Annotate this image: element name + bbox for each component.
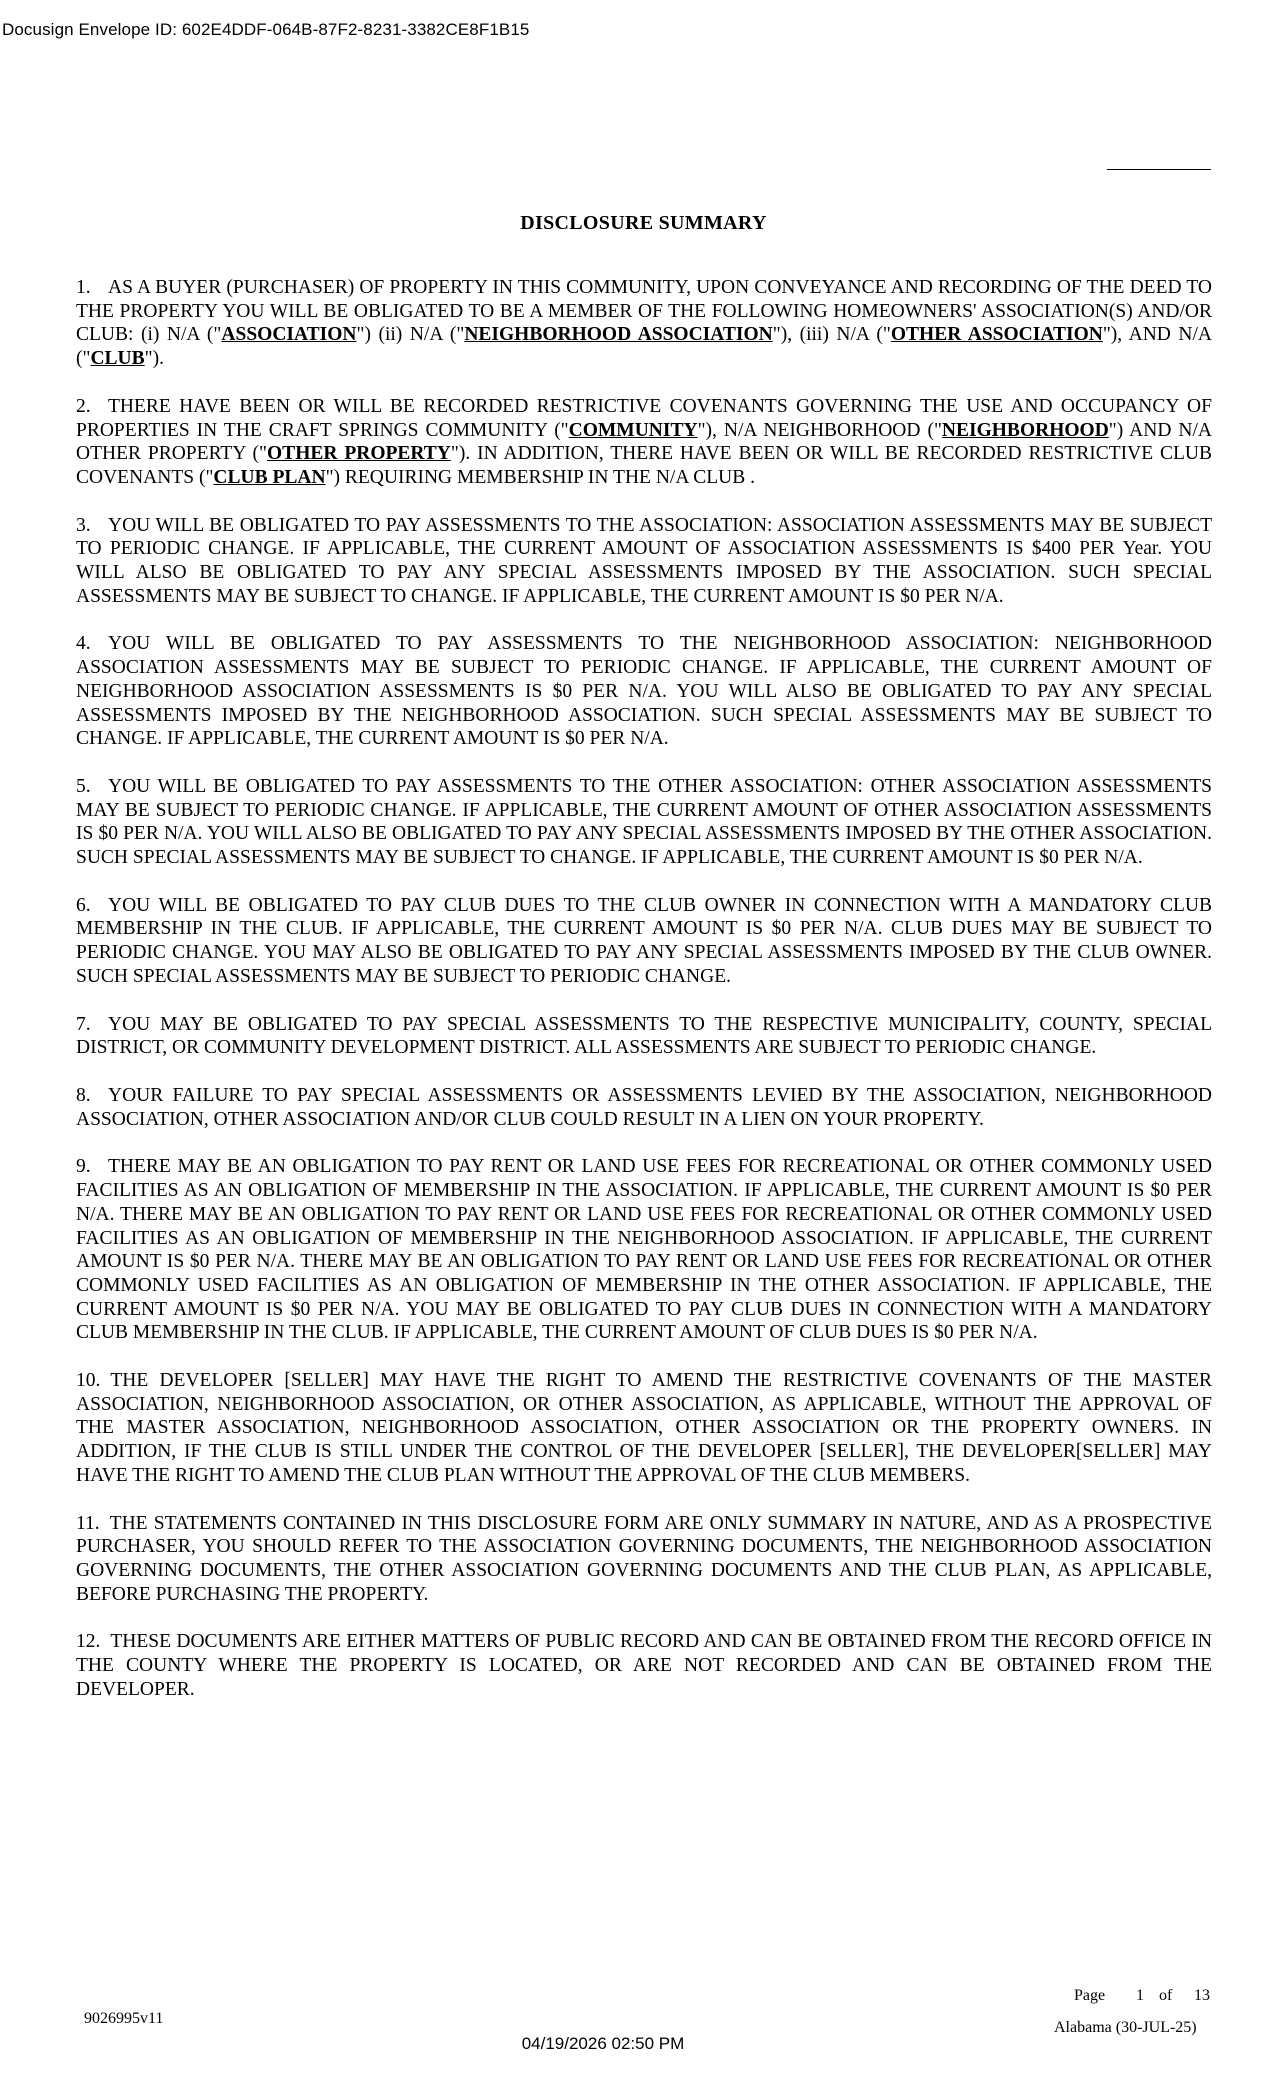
paragraph-7	[76, 1013, 1212, 1060]
paragraph-9	[76, 1155, 1212, 1345]
paragraph-number: 1.	[76, 277, 91, 298]
page-total: 13	[1194, 1987, 1210, 2004]
paragraph-text: "), (iii) N/A ("	[772, 324, 891, 346]
defined-term: NEIGHBORHOOD ASSOCIATION	[464, 324, 773, 346]
paragraph-text: YOU WILL BE OBLIGATED TO PAY CLUB DUES TO THE CLUB OWNER IN CONNECTION WITH A MANDATORY CLUB MEMBERSHIP IN THE CLUB. IF APPLICABLE, THE CURRENT AMOUNT IS $0 PER N/A. CLUB DUES MAY BE SUBJECT TO PERIODIC CHANGE. YOU MAY ALSO BE OBLIGATED TO PAY ANY SPECIAL ASSESSMENTS IMPOSED BY THE CLUB OWNER. SUCH SPECIAL ASSESSMENTS MAY BE SUBJECT TO PERIODIC CHANGE.	[76, 894, 1212, 987]
defined-term: OTHER ASSOCIATION	[890, 324, 1103, 346]
paragraph-text: THE STATEMENTS CONTAINED IN THIS DISCLOSURE FORM ARE ONLY SUMMARY IN NATURE, AND AS A PROSPECTIVE PURCHASER, YOU SHOULD REFER TO THE ASSOCIATION GOVERNING DOCUMENTS, THE NEIGHBORHOOD ASSOCIATION GOVERNING DOCUMENTS, THE OTHER ASSOCIATION GOVERNING DOCUMENTS AND THE CLUB PLAN, AS APPLICABLE, BEFORE PURCHASING THE PROPERTY.	[76, 1512, 1212, 1605]
paragraph-text: THERE HAVE BEEN OR WILL BE RECORDED RESTRICTIVE COVENANTS GOVERNING THE USE AND OCCUPANCY OF PROPERTIES IN THE CRAFT SPRINGS COMMUNITY ("	[76, 395, 1212, 441]
paragraph-4	[76, 632, 1212, 751]
paragraph-12	[76, 1630, 1212, 1701]
paragraph-text: YOU WILL BE OBLIGATED TO PAY ASSESSMENTS TO THE ASSOCIATION: ASSOCIATION ASSESSMENTS MAY BE SUBJECT TO PERIODIC CHANGE. IF APPLICABLE, THE CURRENT AMOUNT OF ASSOCIATION ASSESSMENTS IS $400 PER Year. YOU WILL ALSO BE OBLIGATED TO PAY ANY SPECIAL ASSESSMENTS IMPOSED BY THE ASSOCIATION. SUCH SPECIAL ASSESSMENTS MAY BE SUBJECT TO CHANGE. IF APPLICABLE, THE CURRENT AMOUNT IS $0 PER N/A.	[76, 514, 1212, 607]
defined-term: OTHER PROPERTY	[267, 443, 451, 465]
paragraph-text: THESE DOCUMENTS ARE EITHER MATTERS OF PUBLIC RECORD AND CAN BE OBTAINED FROM THE RECORD OFFICE IN THE COUNTY WHERE THE PROPERTY IS LOCATED, OR ARE NOT RECORDED AND CAN BE OBTAINED FROM THE DEVELOPER.	[76, 1631, 1212, 1700]
paragraph-number: 8.	[76, 1084, 91, 1106]
paragraph-text: ").	[144, 348, 164, 370]
paragraph-number: 12.	[76, 1631, 101, 1653]
paragraph-number: 10.	[76, 1370, 101, 1392]
defined-term: COMMUNITY	[568, 419, 698, 441]
timestamp: 04/19/2026 02:50 PM	[521, 2034, 685, 2053]
paragraph-5	[76, 775, 1212, 870]
form-edition: Alabama (30-JUL-25)	[1054, 2019, 1197, 2036]
paragraph-3	[76, 514, 1212, 609]
paragraph-number: 5.	[76, 775, 91, 797]
paragraph-number: 7.	[76, 1013, 91, 1035]
paragraph-text: AS A BUYER (PURCHASER) OF PROPERTY IN THIS COMMUNITY, UPON CONVEYANCE AND RECORDING OF THE DEED TO THE PROPERTY YOU WILL BE OBLIGATED TO BE A MEMBER OF THE FOLLOWING HOMEOWNERS' ASSOCIATION(S) AND/OR CLUB: (i) N/A ("	[76, 277, 1212, 346]
paragraph-text: "). IN ADDITION, THERE HAVE BEEN OR WILL BE RECORDED RESTRICTIVE CLUB COVENANTS ("	[76, 443, 1212, 488]
paragraph-text: THE DEVELOPER [SELLER] MAY HAVE THE RIGHT TO AMEND THE RESTRICTIVE COVENANTS OF THE MASTER ASSOCIATION, NEIGHBORHOOD ASSOCIATION, OR OTHER ASSOCIATION, AS APPLICABLE, WITHOUT THE APPROVAL OF THE MASTER ASSOCIATION, NEIGHBORHOOD ASSOCIATION, OTHER ASSOCIATION OR THE PROPERTY OWNERS. IN ADDITION, IF THE CLUB IS STILL UNDER THE CONTROL OF THE DEVELOPER [SELLER], THE DEVELOPER[SELLER] MAY HAVE THE RIGHT TO AMEND THE CLUB PLAN WITHOUT THE APPROVAL OF THE CLUB MEMBERS.	[76, 1370, 1212, 1486]
paragraph-text: YOU WILL BE OBLIGATED TO PAY ASSESSMENTS TO THE OTHER ASSOCIATION: OTHER ASSOCIATION ASSESSMENTS MAY BE SUBJECT TO PERIODIC CHANGE. IF APPLICABLE, THE CURRENT AMOUNT OF OTHER ASSOCIATION ASSESSMENTS IS $0 PER N/A. YOU WILL ALSO BE OBLIGATED TO PAY ANY SPECIAL ASSESSMENTS IMPOSED BY THE OTHER ASSOCIATION. SUCH SPECIAL ASSESSMENTS MAY BE SUBJECT TO CHANGE. IF APPLICABLE, THE CURRENT AMOUNT IS $0 PER N/A.	[76, 775, 1212, 869]
paragraph-text: YOU MAY BE OBLIGATED TO PAY SPECIAL ASSESSMENTS TO THE RESPECTIVE MUNICIPALITY, COUNTY, SPECIAL DISTRICT, OR COMMUNITY DEVELOPMENT DISTRICT. ALL ASSESSMENTS ARE SUBJECT TO PERIODIC CHANGE.	[76, 1013, 1212, 1059]
paragraph-8	[76, 1084, 1212, 1131]
paragraph-number: 4.	[76, 633, 91, 655]
paragraph-text: YOUR FAILURE TO PAY SPECIAL ASSESSMENTS OR ASSESSMENTS LEVIED BY THE ASSOCIATION, NEIGHBORHOOD ASSOCIATION, OTHER ASSOCIATION AND/OR CLUB COULD RESULT IN A LIEN ON YOUR PROPERTY.	[76, 1084, 1212, 1130]
paragraph-text: ") AND N/A OTHER PROPERTY ("	[76, 419, 1212, 465]
paragraph-number: 2.	[76, 395, 91, 417]
defined-term: ASSOCIATION	[221, 324, 357, 346]
paragraph-10	[76, 1369, 1212, 1488]
page-label: Page	[1074, 1987, 1106, 2004]
paragraph-number: 3.	[76, 514, 91, 536]
defined-term: CLUB PLAN	[213, 466, 326, 488]
document-id: 9026995v11	[84, 2010, 164, 2027]
paragraph-text: "), AND N/A ("	[76, 324, 1212, 370]
paragraph-11	[76, 1512, 1212, 1607]
defined-term: CLUB	[90, 348, 145, 370]
paragraph-1	[76, 276, 1212, 371]
paragraph-number: 6.	[76, 894, 91, 916]
paragraph-6	[76, 894, 1212, 989]
paragraph-text: YOU WILL BE OBLIGATED TO PAY ASSESSMENTS TO THE NEIGHBORHOOD ASSOCIATION: NEIGHBORHOOD ASSOCIATION ASSESSMENTS MAY BE SUBJECT TO PERIODIC CHANGE. IF APPLICABLE, THE CURRENT AMOUNT OF NEIGHBORHOOD ASSOCIATION ASSESSMENTS IS $0 PER N/A. YOU WILL ALSO BE OBLIGATED TO PAY ANY SPECIAL ASSESSMENTS IMPOSED BY THE NEIGHBORHOOD ASSOCIATION. SUCH SPECIAL ASSESSMENTS MAY BE SUBJECT TO CHANGE. IF APPLICABLE, THE CURRENT AMOUNT IS $0 PER N/A.	[76, 633, 1212, 750]
page-of-label: of	[1159, 1987, 1173, 2004]
paragraph-text: ") REQUIRING MEMBERSHIP IN THE N/A CLUB .	[325, 466, 755, 488]
initials-line	[1107, 169, 1211, 170]
disclosure-body	[76, 276, 1212, 1725]
paragraph-text: THERE MAY BE AN OBLIGATION TO PAY RENT OR LAND USE FEES FOR RECREATIONAL OR OTHER COMMONLY USED FACILITIES AS AN OBLIGATION OF MEMBERSHIP IN THE ASSOCIATION. IF APPLICABLE, THE CURRENT AMOUNT IS $0 PER N/A. THERE MAY BE AN OBLIGATION TO PAY RENT OR LAND USE FEES FOR RECREATIONAL OR OTHER COMMONLY USED FACILITIES AS AN OBLIGATION OF MEMBERSHIP IN THE NEIGHBORHOOD ASSOCIATION. IF APPLICABLE, THE CURRENT AMOUNT IS $0 PER N/A. THERE MAY BE AN OBLIGATION TO PAY RENT OR LAND USE FEES FOR RECREATIONAL OR OTHER COMMONLY USED FACILITIES AS AN OBLIGATION OF MEMBERSHIP IN THE OTHER ASSOCIATION. IF APPLICABLE, THE CURRENT AMOUNT IS $0 PER N/A. YOU MAY BE OBLIGATED TO PAY CLUB DUES IN CONNECTION WITH A MANDATORY CLUB MEMBERSHIP IN THE CLUB. IF APPLICABLE, THE CURRENT AMOUNT OF CLUB DUES IS $0 PER N/A.	[76, 1156, 1212, 1344]
page-number: 1	[1136, 1987, 1144, 2004]
defined-term: NEIGHBORHOOD	[941, 419, 1109, 441]
paragraph-number: 9.	[76, 1156, 91, 1178]
paragraph-text: ") (ii) N/A ("	[356, 324, 465, 346]
paragraph-text: "), N/A NEIGHBORHOOD ("	[697, 419, 942, 441]
paragraph-2	[76, 395, 1212, 490]
envelope-id: Docusign Envelope ID: 602E4DDF-064B-87F2-8231-3382CE8F1B15	[2, 20, 530, 39]
paragraph-number: 11.	[76, 1512, 100, 1534]
page-title: DISCLOSURE SUMMARY	[520, 212, 767, 234]
